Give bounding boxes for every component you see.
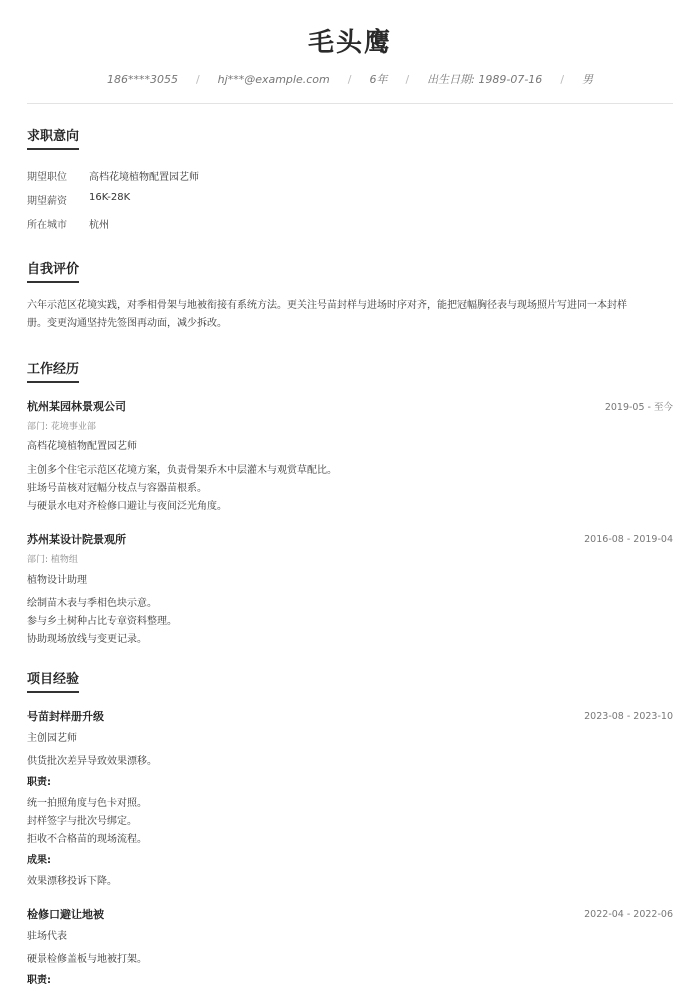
- job-header: [27, 531, 673, 547]
- section-title-work: 工作经历: [27, 362, 80, 377]
- project-role: 主创园艺师: [27, 733, 77, 744]
- project-role: 驻场代表: [27, 931, 67, 942]
- job-detail: 驻场号苗核对冠幅分枝点与容器苗根系。: [27, 483, 207, 494]
- divider: /: [347, 72, 352, 86]
- project-name: 号苗封样册升级: [27, 710, 104, 723]
- self-line: 六年示范区花境实践，对季相骨架与地被衔接有系统方法。更关注号苗封样与进场时序对齐，能把冠幅胸径表与现场照片写进同一本封样: [27, 300, 627, 311]
- candidate-name: 毛头鹰: [307, 28, 392, 58]
- job-detail: 绘制苗木表与季相色块示意。: [27, 598, 157, 609]
- divider: /: [405, 72, 410, 86]
- objective-position: [27, 168, 199, 183]
- company-name: 苏州某设计院景观所: [27, 533, 126, 546]
- section-title-projects: 项目经验: [27, 672, 80, 687]
- job-date: 2016-08 - 2019-04: [584, 533, 673, 545]
- job-detail: 参与乡土树种占比专章资料整理。: [27, 616, 177, 627]
- project-header: [27, 708, 673, 724]
- result-label: 成果:: [27, 855, 51, 866]
- section-underline: [27, 691, 79, 693]
- job-detail: 主创多个住宅示范区花境方案，负责骨架乔木中层灌木与观赏草配比。: [27, 465, 337, 476]
- section-underline: [27, 281, 79, 283]
- job-dept: 部门: 植物组: [27, 555, 78, 565]
- duty-item: 统一拍照角度与色卡对照。: [27, 798, 147, 809]
- value: 高档花境植物配置园艺师: [89, 172, 199, 183]
- contact-bar: [0, 71, 700, 87]
- job-role: 高档花境植物配置园艺师: [27, 441, 137, 452]
- project-desc: 硬景检修盖板与地被打架。: [27, 954, 147, 965]
- job-dept: 部门: 花境事业部: [27, 422, 96, 432]
- self-line: 册。变更沟通坚持先签图再动面，减少拆改。: [27, 318, 227, 329]
- duty-label: 职责:: [27, 975, 51, 986]
- duty-item: 封样签字与批次号绑定。: [27, 816, 137, 827]
- label: 所在城市: [27, 220, 67, 231]
- objective-city: [27, 216, 109, 231]
- label: 期望职位: [27, 172, 67, 183]
- divider: /: [195, 72, 200, 86]
- job-header: [27, 398, 673, 414]
- project-date: 2022-04 - 2022-06: [584, 908, 673, 920]
- duty-item: 拒收不合格苗的现场流程。: [27, 834, 147, 845]
- job-detail: 与硬景水电对齐检修口避让与夜间泛光角度。: [27, 501, 227, 512]
- divider: /: [560, 72, 565, 86]
- section-title-self: 自我评价: [27, 262, 80, 277]
- project-desc: 供货批次差异导致效果漂移。: [27, 756, 157, 767]
- value: 16K-28K: [89, 192, 131, 203]
- label: 期望薪资: [27, 196, 67, 207]
- project-header: [27, 906, 673, 922]
- result-text: 效果漂移投诉下降。: [27, 876, 117, 887]
- email: hj***@example.com: [217, 72, 330, 86]
- duty-label: 职责:: [27, 777, 51, 788]
- header-divider: [27, 103, 673, 104]
- section-underline: [27, 148, 79, 150]
- gender: 男: [582, 73, 594, 86]
- years-experience: 6年: [369, 73, 388, 86]
- value: 杭州: [89, 220, 109, 231]
- self-evaluation: [27, 297, 675, 333]
- birth-date: 出生日期: 1989-07-16: [427, 73, 543, 86]
- job-date: 2019-05 - 至今: [604, 402, 673, 413]
- section-title-objective: 求职意向: [27, 129, 80, 144]
- section-underline: [27, 381, 79, 383]
- company-name: 杭州某园林景观公司: [27, 400, 126, 413]
- project-date: 2023-08 - 2023-10: [584, 710, 673, 722]
- objective-salary: [27, 192, 130, 207]
- job-detail: 协助现场放线与变更记录。: [27, 634, 147, 645]
- job-role: 植物设计助理: [27, 575, 87, 586]
- phone: 186****3055: [106, 72, 178, 86]
- project-name: 检修口避让地被: [27, 908, 104, 921]
